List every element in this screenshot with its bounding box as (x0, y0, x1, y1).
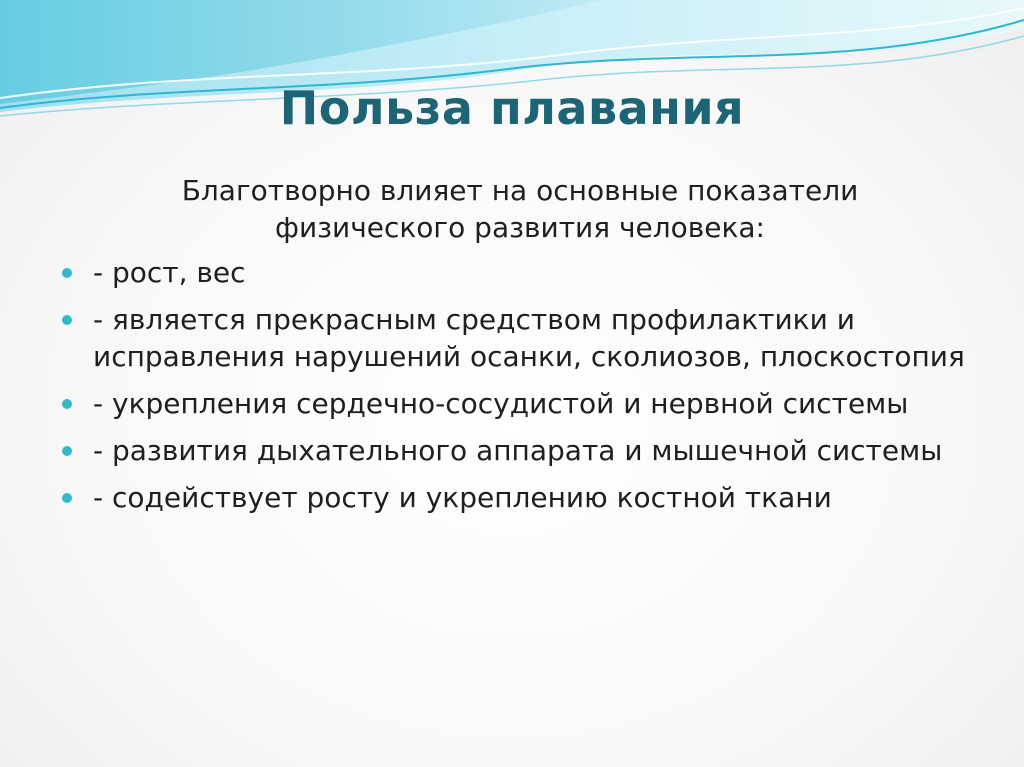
slide-title: Польза плавания (279, 81, 745, 135)
bullet-item-posture (60, 301, 980, 375)
bullet-text: - содействует росту и укреплению костной ткани (93, 481, 832, 514)
bullet-list (60, 254, 980, 516)
bullet-dot-icon (62, 446, 72, 456)
intro-text (60, 172, 980, 246)
bullet-item-respiratory (60, 432, 980, 469)
bullet-text: - рост, вес (93, 256, 246, 289)
bullet-item-growth-weight (60, 254, 980, 291)
bullet-dot-icon (62, 493, 72, 503)
bullet-text: - укрепления сердечно-сосудистой и нервной системы (93, 387, 909, 420)
bullet-dot-icon (62, 399, 72, 409)
bullet-dot-icon (62, 315, 72, 325)
bullet-text: - развития дыхательного аппарата и мышечной системы (93, 434, 943, 467)
intro-line-1: Благотворно влияет на основные показатели (181, 174, 859, 207)
bullet-item-bone (60, 479, 980, 516)
slide-body (60, 172, 980, 526)
intro-line-2: физического развития человека: (275, 211, 765, 244)
bullet-item-cardiovascular (60, 385, 980, 422)
bullet-text: - является прекрасным средством профилактики и исправления нарушений осанки, сколиозов, плоскостопия (93, 303, 965, 373)
bullet-dot-icon (62, 268, 72, 278)
